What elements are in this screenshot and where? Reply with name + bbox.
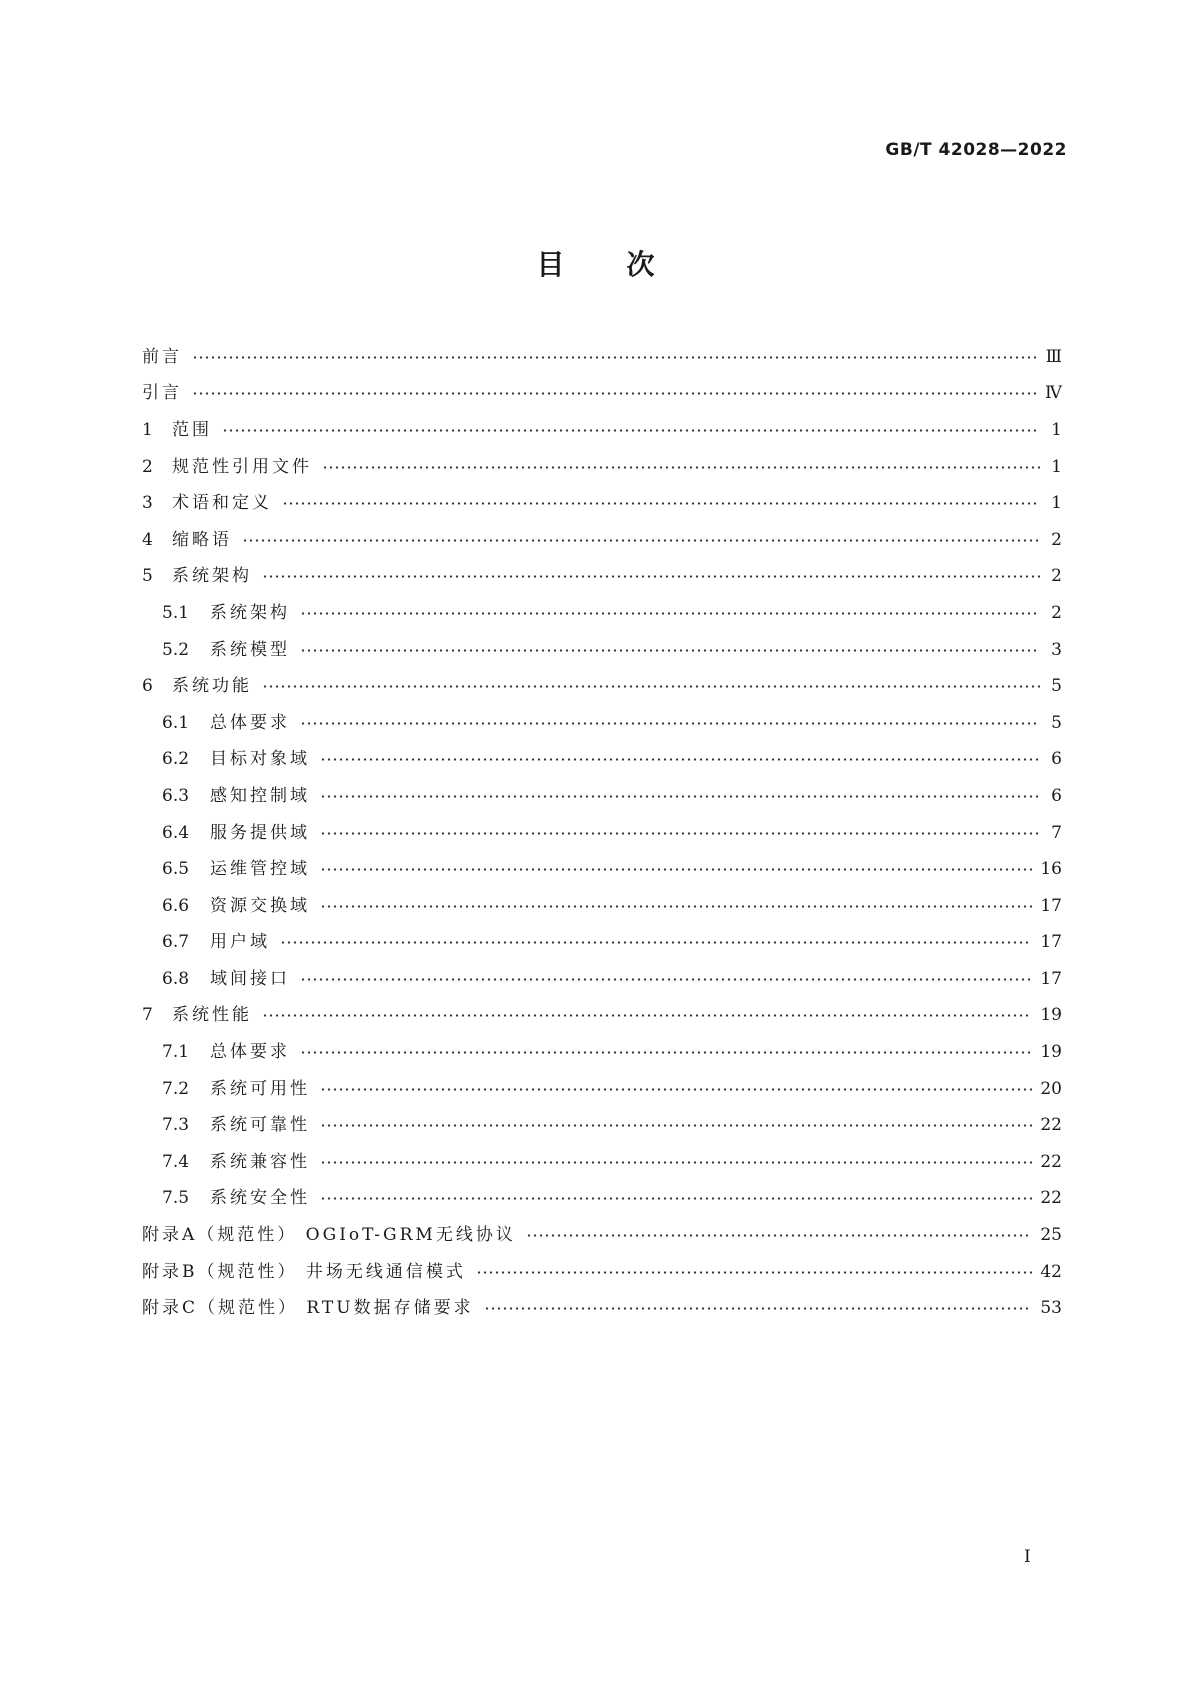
toc-entry-page: 25 [1040,1225,1062,1246]
toc-entry-title: 规范性引用文件 [172,456,312,477]
toc-dot-leader [242,539,1040,542]
toc-entry-title: 域间接口 [210,968,290,989]
toc-dot-leader [282,502,1040,505]
toc-entry-number: 5.1 [162,602,190,623]
toc-entry[interactable] [142,1071,1062,1108]
toc-entry[interactable] [142,1181,1062,1218]
toc-dot-leader [192,392,1037,395]
toc-dot-leader [320,1161,1032,1164]
toc-entry-title: 术语和定义 [172,493,272,514]
toc-entry-page: 2 [1051,602,1062,623]
toc-entry[interactable] [142,778,1062,815]
toc-dot-leader [484,1307,1033,1310]
toc-entry-number: 6.6 [162,895,190,916]
toc-entry-number: 3 [142,493,153,514]
toc-dot-leader [320,1088,1032,1091]
toc-dot-leader [476,1271,1032,1274]
toc-entry-number: 7.3 [162,1115,190,1136]
toc-entry-title: 运维管控域 [210,859,310,880]
toc-entry-page: 17 [1040,968,1062,989]
toc-entry[interactable] [142,1034,1062,1071]
toc-entry-page: 17 [1040,932,1062,953]
toc-entry-title: 系统兼容性 [210,1151,310,1172]
toc-entry-title: 系统架构 [210,602,290,623]
toc-entry[interactable] [142,888,1062,925]
toc-entry-title: 系统模型 [210,639,290,660]
toc-dot-leader [322,466,1040,469]
toc-entry[interactable] [142,559,1062,596]
toc-entry[interactable] [142,925,1062,962]
toc-entry[interactable] [142,1290,1062,1327]
toc-entry-page: 1 [1051,493,1062,514]
page-title-char-2: 次 [626,248,655,281]
toc-entry-title: 附录A（规范性） OGIoT-GRM无线协议 [142,1225,516,1246]
toc-entry-page: 16 [1040,859,1062,880]
toc-entry-page: 42 [1040,1261,1062,1282]
toc-entry[interactable] [142,595,1062,632]
toc-entry[interactable] [142,449,1062,486]
toc-entry-number: 6.4 [162,822,190,843]
toc-entry-title: 系统安全性 [210,1188,310,1209]
toc-dot-leader [300,722,1040,725]
toc-entry-page: 17 [1040,895,1062,916]
toc-entry-page: 6 [1051,749,1062,770]
toc-entry-number: 6 [142,676,153,697]
toc-entry-title: 服务提供域 [210,822,310,843]
toc-entry-number: 7.5 [162,1188,190,1209]
toc-dot-leader [526,1234,1033,1237]
toc-dot-leader [280,941,1032,944]
toc-entry-page: 1 [1051,419,1062,440]
toc-dot-leader [192,356,1038,359]
toc-entry-page: 19 [1040,1042,1062,1063]
table-of-contents [142,339,1062,1327]
toc-entry[interactable] [142,1107,1062,1144]
toc-dot-leader [320,1197,1032,1200]
toc-dot-leader [262,575,1040,578]
page-number: I [1024,1547,1031,1567]
toc-entry-number: 6.7 [162,932,190,953]
toc-entry-page: 2 [1051,529,1062,550]
toc-entry-title: 总体要求 [210,1042,290,1063]
toc-entry[interactable] [142,1254,1062,1291]
toc-entry-page: 53 [1040,1298,1062,1319]
toc-dot-leader [320,795,1040,798]
toc-entry-title: 目标对象域 [210,749,310,770]
toc-entry[interactable] [142,1144,1062,1181]
toc-entry-number: 2 [142,456,153,477]
toc-entry-page: 22 [1040,1151,1062,1172]
toc-dot-leader [320,868,1032,871]
toc-entry-number: 7.4 [162,1151,190,1172]
toc-entry-title: 缩略语 [172,529,232,550]
toc-entry-page: Ⅲ [1045,346,1062,367]
toc-entry[interactable] [142,668,1062,705]
toc-entry-page: 22 [1040,1188,1062,1209]
toc-entry-page: 7 [1051,822,1062,843]
toc-entry[interactable] [142,522,1062,559]
toc-entry-page: 5 [1051,712,1062,733]
toc-entry-page: 1 [1051,456,1062,477]
toc-entry[interactable] [142,961,1062,998]
toc-dot-leader [300,978,1032,981]
toc-entry-title: 前言 [142,346,182,367]
toc-entry-page: 22 [1040,1115,1062,1136]
toc-entry-title: 引言 [142,383,182,404]
toc-entry-number: 6.2 [162,749,190,770]
toc-entry-page: 5 [1051,676,1062,697]
toc-entry-number: 1 [142,419,153,440]
toc-entry-title: 范围 [172,419,212,440]
toc-entry[interactable] [142,705,1062,742]
toc-entry-title: 系统可靠性 [210,1115,310,1136]
toc-dot-leader [262,685,1040,688]
toc-dot-leader [300,1051,1032,1054]
toc-entry[interactable] [142,815,1062,852]
toc-entry-title: 资源交换域 [210,895,310,916]
toc-entry[interactable] [142,412,1062,449]
toc-entry-page: 3 [1051,639,1062,660]
toc-entry-page: Ⅳ [1045,383,1062,404]
toc-dot-leader [300,649,1040,652]
toc-dot-leader [320,905,1032,908]
page-title-char-1: 目 [536,248,565,281]
toc-dot-leader [320,1124,1032,1127]
toc-entry[interactable] [142,339,1062,376]
toc-entry-number: 4 [142,529,153,550]
toc-entry-title: 附录B（规范性） 井场无线通信模式 [142,1261,466,1282]
toc-dot-leader [262,1014,1032,1017]
toc-entry-number: 7 [142,1005,153,1026]
toc-entry-title: 系统架构 [172,566,252,587]
toc-entry-title: 总体要求 [210,712,290,733]
toc-entry[interactable] [142,376,1062,413]
toc-entry-title: 用户域 [210,932,270,953]
toc-entry-number: 6.8 [162,968,190,989]
toc-entry-page: 20 [1040,1078,1062,1099]
toc-entry[interactable] [142,485,1062,522]
toc-entry-number: 7.2 [162,1078,190,1099]
toc-entry-number: 7.1 [162,1042,190,1063]
toc-entry[interactable] [142,851,1062,888]
toc-entry-title: 系统可用性 [210,1078,310,1099]
toc-entry-number: 6.1 [162,712,190,733]
toc-entry-title: 系统功能 [172,676,252,697]
toc-entry-title: 系统性能 [172,1005,252,1026]
toc-entry[interactable] [142,742,1062,779]
toc-entry-number: 5.2 [162,639,190,660]
toc-entry-title: 附录C（规范性） RTU数据存储要求 [142,1298,474,1319]
toc-entry[interactable] [142,998,1062,1035]
toc-entry-page: 6 [1051,785,1062,806]
toc-dot-leader [222,429,1040,432]
toc-entry-page: 19 [1040,1005,1062,1026]
toc-entry-title: 感知控制域 [210,785,310,806]
toc-entry-number: 6.5 [162,859,190,880]
toc-entry[interactable] [142,1217,1062,1254]
toc-entry-number: 5 [142,566,153,587]
toc-dot-leader [320,758,1040,761]
page-title [0,243,1191,283]
toc-entry-page: 2 [1051,566,1062,587]
toc-entry-number: 6.3 [162,785,190,806]
toc-entry[interactable] [142,632,1062,669]
toc-dot-leader [300,612,1040,615]
standard-code: GB/T 42028—2022 [885,140,1067,160]
toc-dot-leader [320,832,1040,835]
